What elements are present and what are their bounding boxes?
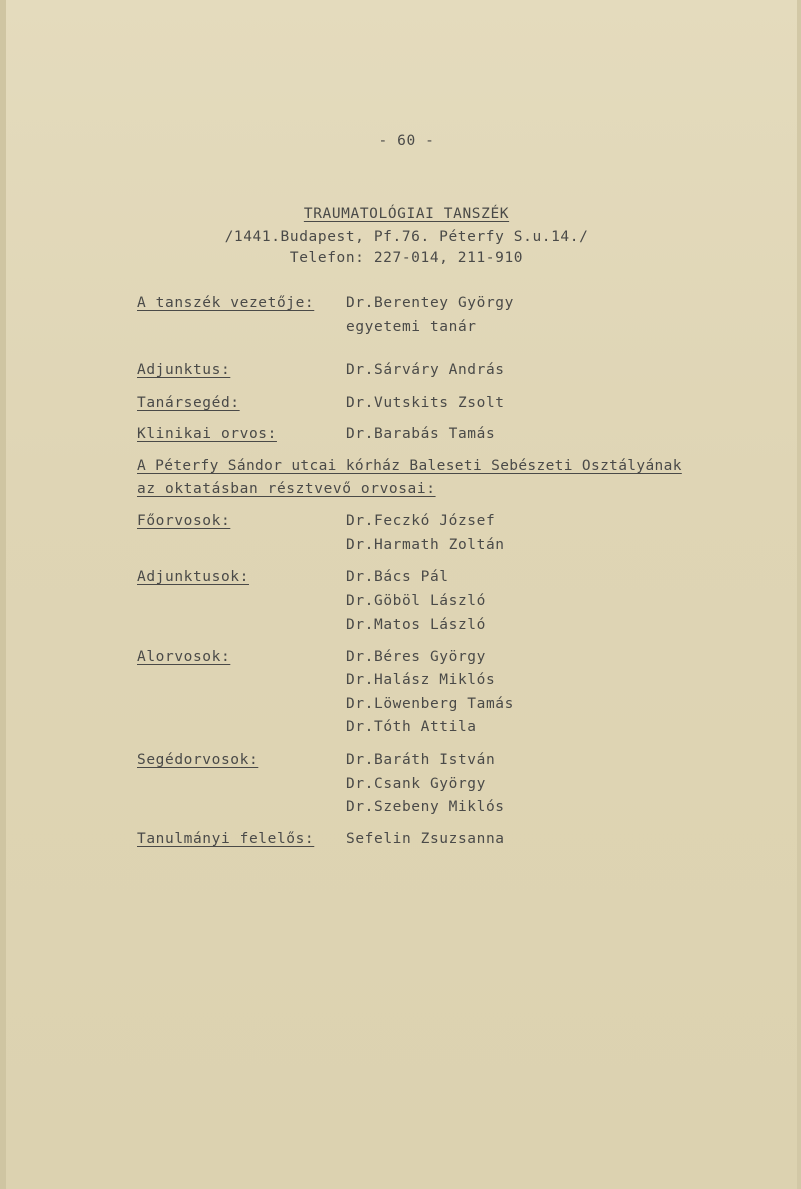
head-label: A tanszék vezetője:: [137, 295, 315, 311]
head-title: egyetemi tanár: [346, 319, 477, 335]
name-szebeny: Dr.Szebeny Miklós: [346, 799, 505, 815]
hospital-line-1: A Péterfy Sándor utcai kórház Baleseti Sebészeti Osztályának: [137, 458, 682, 474]
study-name: Sefelin Zsuzsanna: [346, 831, 505, 847]
name-barath: Dr.Baráth István: [346, 752, 496, 768]
name-lowenberg: Dr.Löwenberg Tamás: [346, 696, 514, 712]
name-feczko: Dr.Feczkó József: [346, 513, 496, 529]
name-csank: Dr.Csank György: [346, 776, 486, 792]
page-number: - 60 -: [378, 133, 435, 149]
study-label: Tanulmányi felelős:: [137, 831, 315, 847]
name-gobol: Dr.Göböl László: [346, 593, 486, 609]
hospital-line-2: az oktatásban résztvevő orvosai:: [137, 481, 436, 497]
name-matos: Dr.Matos László: [346, 617, 486, 633]
adjunct-label: Adjunktus:: [137, 362, 231, 378]
department-address: /1441.Budapest, Pf.76. Péterfy S.u.14./: [224, 229, 589, 245]
department-phone: Telefon: 227-014, 211-910: [289, 250, 524, 266]
name-bacs: Dr.Bács Pál: [346, 569, 449, 585]
group-label-segedorvosok: Segédorvosok:: [137, 752, 259, 768]
group-label-adjunktusok: Adjunktusok:: [137, 569, 249, 585]
name-toth: Dr.Tóth Attila: [346, 719, 477, 735]
name-halasz: Dr.Halász Miklós: [346, 672, 496, 688]
head-name: Dr.Berentey György: [346, 295, 514, 311]
name-beres: Dr.Béres György: [346, 649, 486, 665]
group-label-foorvosok: Főorvosok:: [137, 513, 231, 529]
department-title: TRAUMATOLÓGIAI TANSZÉK: [303, 206, 510, 222]
adjunct-name: Dr.Sárváry András: [346, 362, 505, 378]
assistant-label: Tanársegéd:: [137, 395, 240, 411]
name-harmath: Dr.Harmath Zoltán: [346, 537, 505, 553]
group-label-alorvosok: Alorvosok:: [137, 649, 231, 665]
clinical-name: Dr.Barabás Tamás: [346, 426, 496, 442]
clinical-label: Klinikai orvos:: [137, 426, 277, 442]
assistant-name: Dr.Vutskits Zsolt: [346, 395, 505, 411]
